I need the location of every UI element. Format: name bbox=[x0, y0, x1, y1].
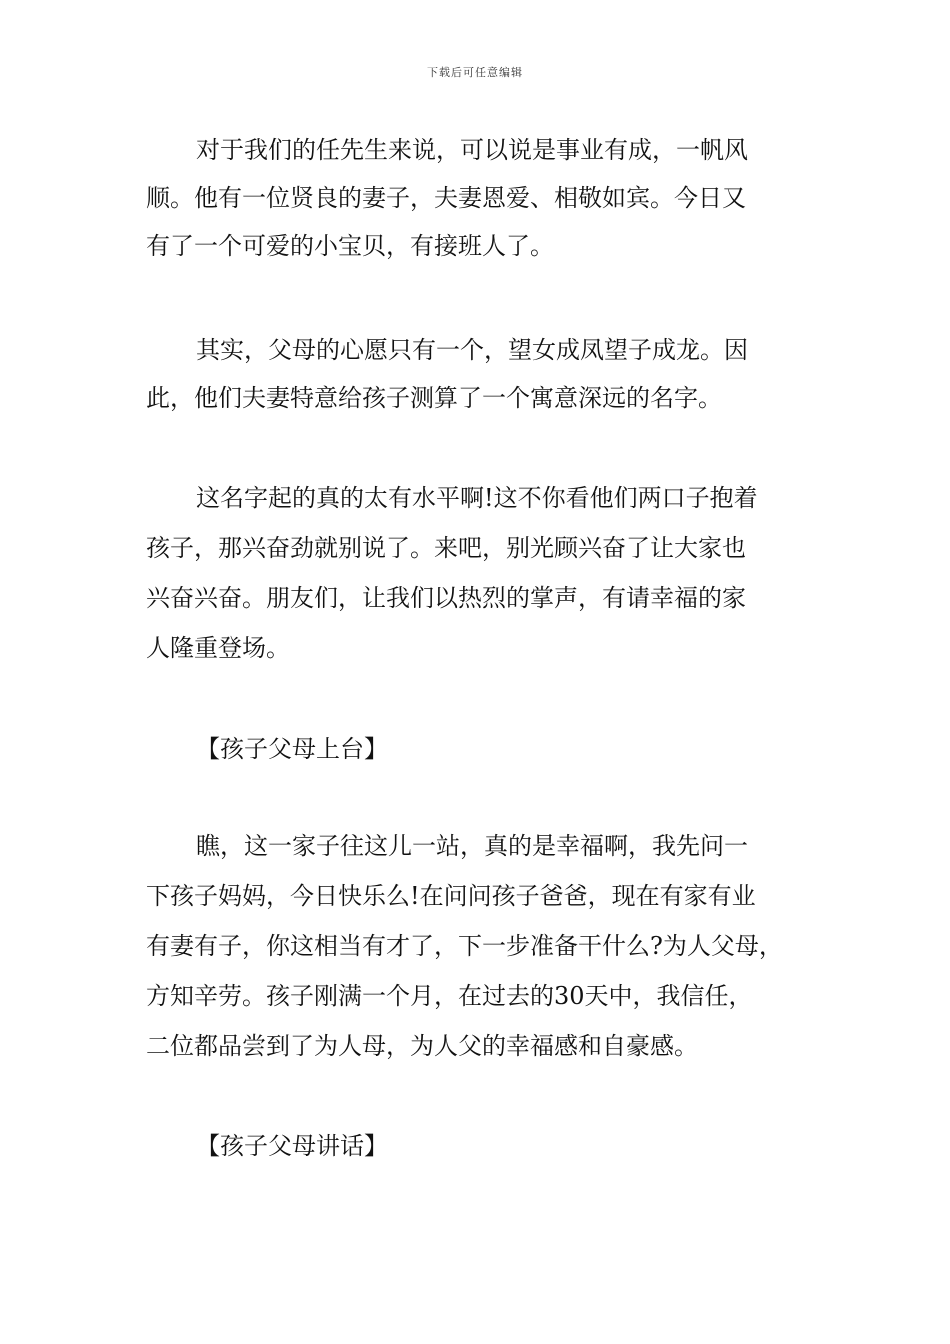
text-line: 瞧，这一家子往这儿一站，真的是幸福啊，我先问一 bbox=[196, 832, 748, 860]
page-header: 下载后可任意编辑 bbox=[427, 66, 523, 79]
text-line: 【孩子父母上台】 bbox=[196, 735, 388, 763]
text-line: 人隆重登场。 bbox=[146, 634, 290, 662]
text-line: 其实，父母的心愿只有一个，望女成凤望子成龙。因 bbox=[196, 336, 748, 364]
text-line: 这名字起的真的太有水平啊!这不你看他们两口子抱着 bbox=[196, 484, 758, 512]
text-line: 方知辛劳。孩子刚满一个月，在过去的30天中，我信任， bbox=[146, 982, 753, 1010]
text-line: 有妻有子，你这相当有才了，下一步准备干什么?为人父母， bbox=[146, 932, 783, 960]
text-line: 兴奋兴奋。朋友们，让我们以热烈的掌声，有请幸福的家 bbox=[146, 584, 746, 612]
text-line: 此，他们夫妻特意给孩子测算了一个寓意深远的名字。 bbox=[146, 384, 722, 412]
text-line: 对于我们的任先生来说，可以说是事业有成，一帆风 bbox=[196, 136, 748, 164]
text-line: 下孩子妈妈，今日快乐么!在问问孩子爸爸，现在有家有业 bbox=[146, 882, 756, 910]
text-line: 有了一个可爱的小宝贝，有接班人了。 bbox=[146, 232, 554, 260]
text-line: 【孩子父母讲话】 bbox=[196, 1132, 388, 1160]
text-line: 二位都品尝到了为人母，为人父的幸福感和自豪感。 bbox=[146, 1032, 698, 1060]
text-line: 顺。他有一位贤良的妻子，夫妻恩爱、相敬如宾。今日又 bbox=[146, 184, 746, 212]
text-line: 孩子，那兴奋劲就别说了。来吧，别光顾兴奋了让大家也 bbox=[146, 534, 746, 562]
